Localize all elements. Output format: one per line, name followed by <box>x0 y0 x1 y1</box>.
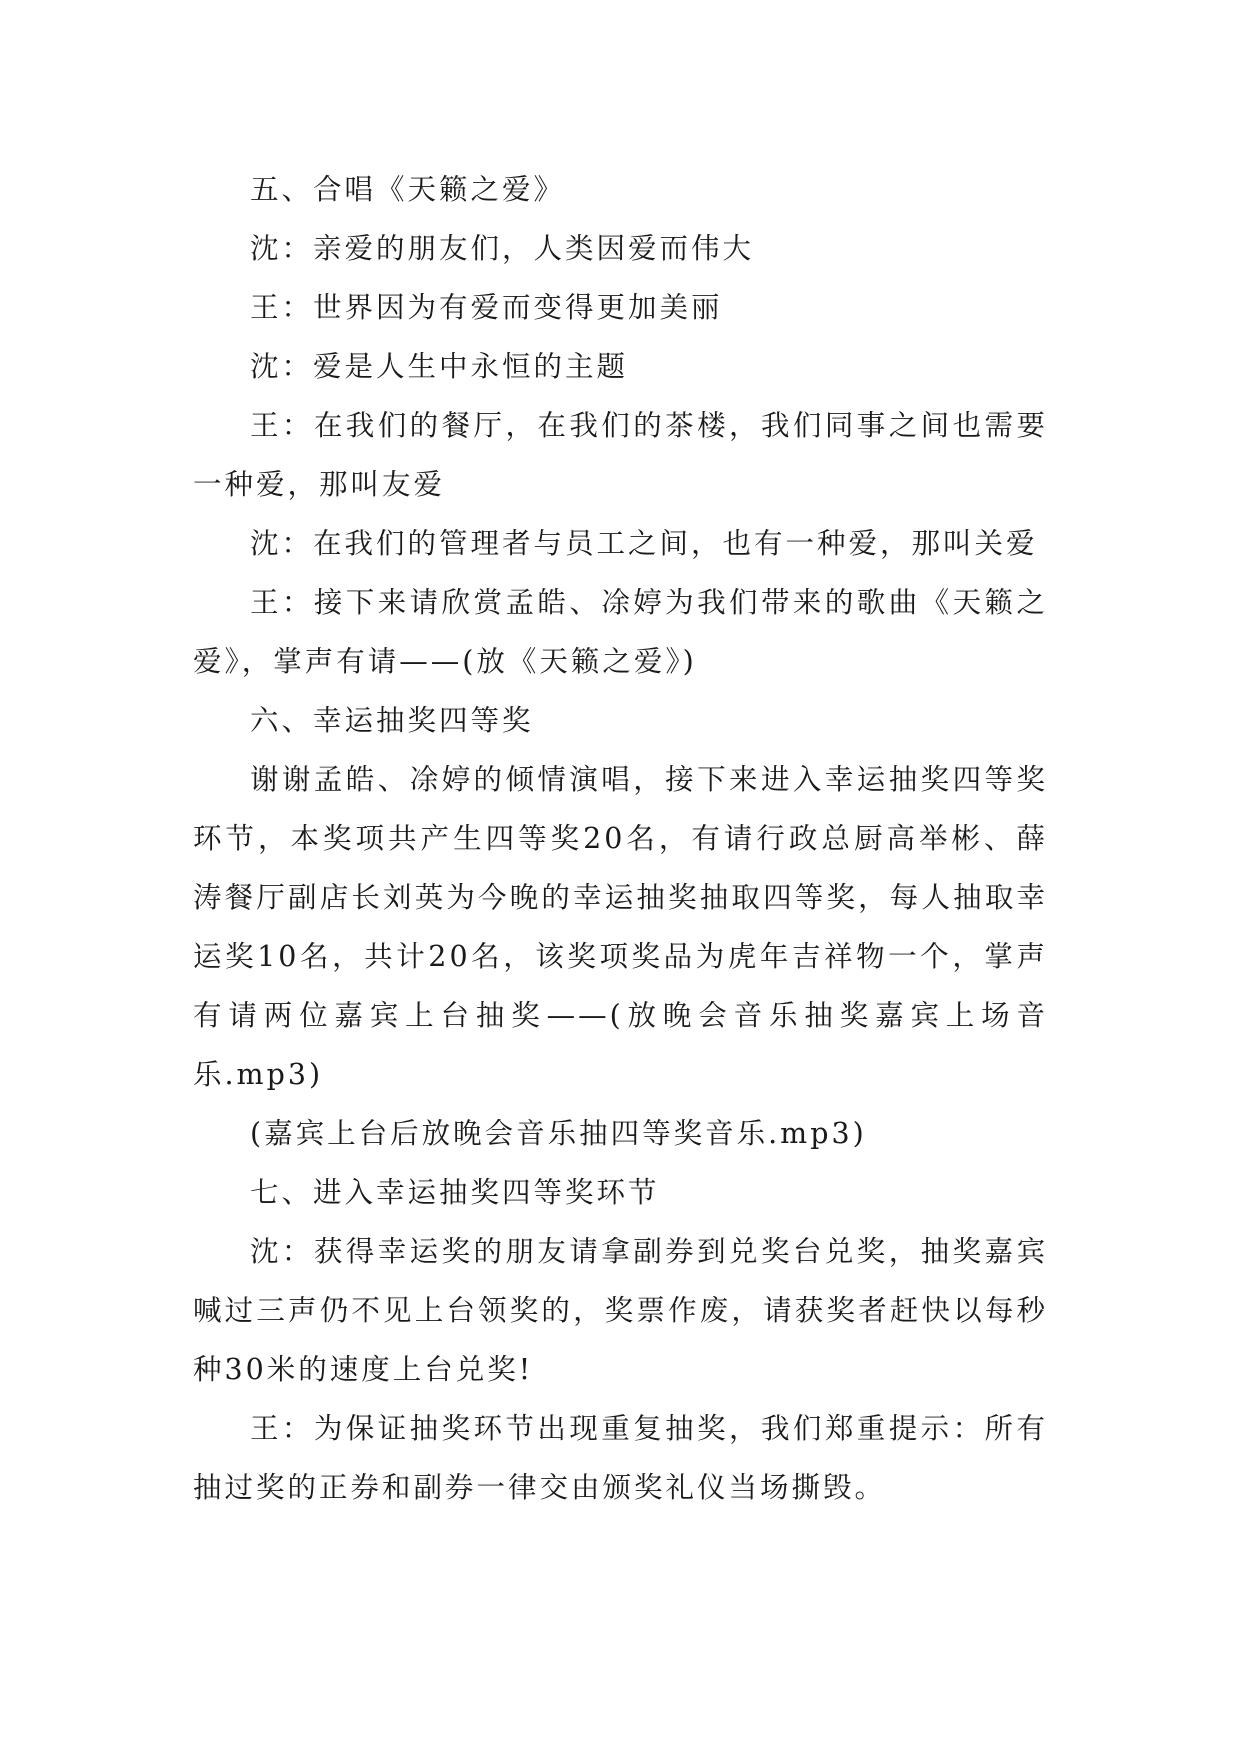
dialogue-line: 沈：在我们的管理者与员工之间，也有一种爱，那叫关爱 <box>250 527 1038 560</box>
section-heading-lottery-session: 七、进入幸运抽奖四等奖环节 <box>250 1176 660 1209</box>
dialogue-line: 沈：获得幸运奖的朋友请拿副券到兑奖台兑奖，抽奖嘉宾喊过三声仍不见上台领奖的，奖票作废，请获奖者赶快以每秒种30米的速度上台兑奖! <box>193 1235 1048 1386</box>
dialogue-line: 王：在我们的餐厅，在我们的茶楼，我们同事之间也需要一种爱，那叫友爱 <box>193 409 1048 501</box>
stage-direction: (嘉宾上台后放晚会音乐抽四等奖音乐.mp3) <box>250 1117 867 1150</box>
dialogue-line: 王：接下来请欣赏孟皓、凃婷为我们带来的歌曲《天籁之爱》，掌声有请——(放《天籁之爱》) <box>193 586 1048 678</box>
dialogue-line: 沈：爱是人生中永恒的主题 <box>250 350 629 383</box>
section-heading-lottery-fourth-prize: 六、幸运抽奖四等奖 <box>250 704 534 737</box>
dialogue-line: 王：为保证抽奖环节出现重复抽奖，我们郑重提示：所有抽过奖的正券和副券一律交由颁奖礼仪当场撕毁。 <box>193 1412 1048 1504</box>
dialogue-line: 王：世界因为有爱而变得更加美丽 <box>250 291 723 324</box>
section-heading-chorus: 五、合唱《天籁之爱》 <box>250 173 566 206</box>
body-paragraph: 谢谢孟皓、凃婷的倾情演唱，接下来进入幸运抽奖四等奖环节，本奖项共产生四等奖20名，有请行政总厨高举彬、薛涛餐厅副店长刘英为今晚的幸运抽奖抽取四等奖，每人抽取幸运奖10名，共计20名，该奖项奖品为虎年吉祥物一个，掌声有请两位嘉宾上台抽奖——(放晚会音乐抽奖嘉宾上场音乐.mp3) <box>193 763 1048 1091</box>
document-body <box>193 160 1048 1517</box>
dialogue-line: 沈：亲爱的朋友们，人类因爱而伟大 <box>250 232 755 265</box>
